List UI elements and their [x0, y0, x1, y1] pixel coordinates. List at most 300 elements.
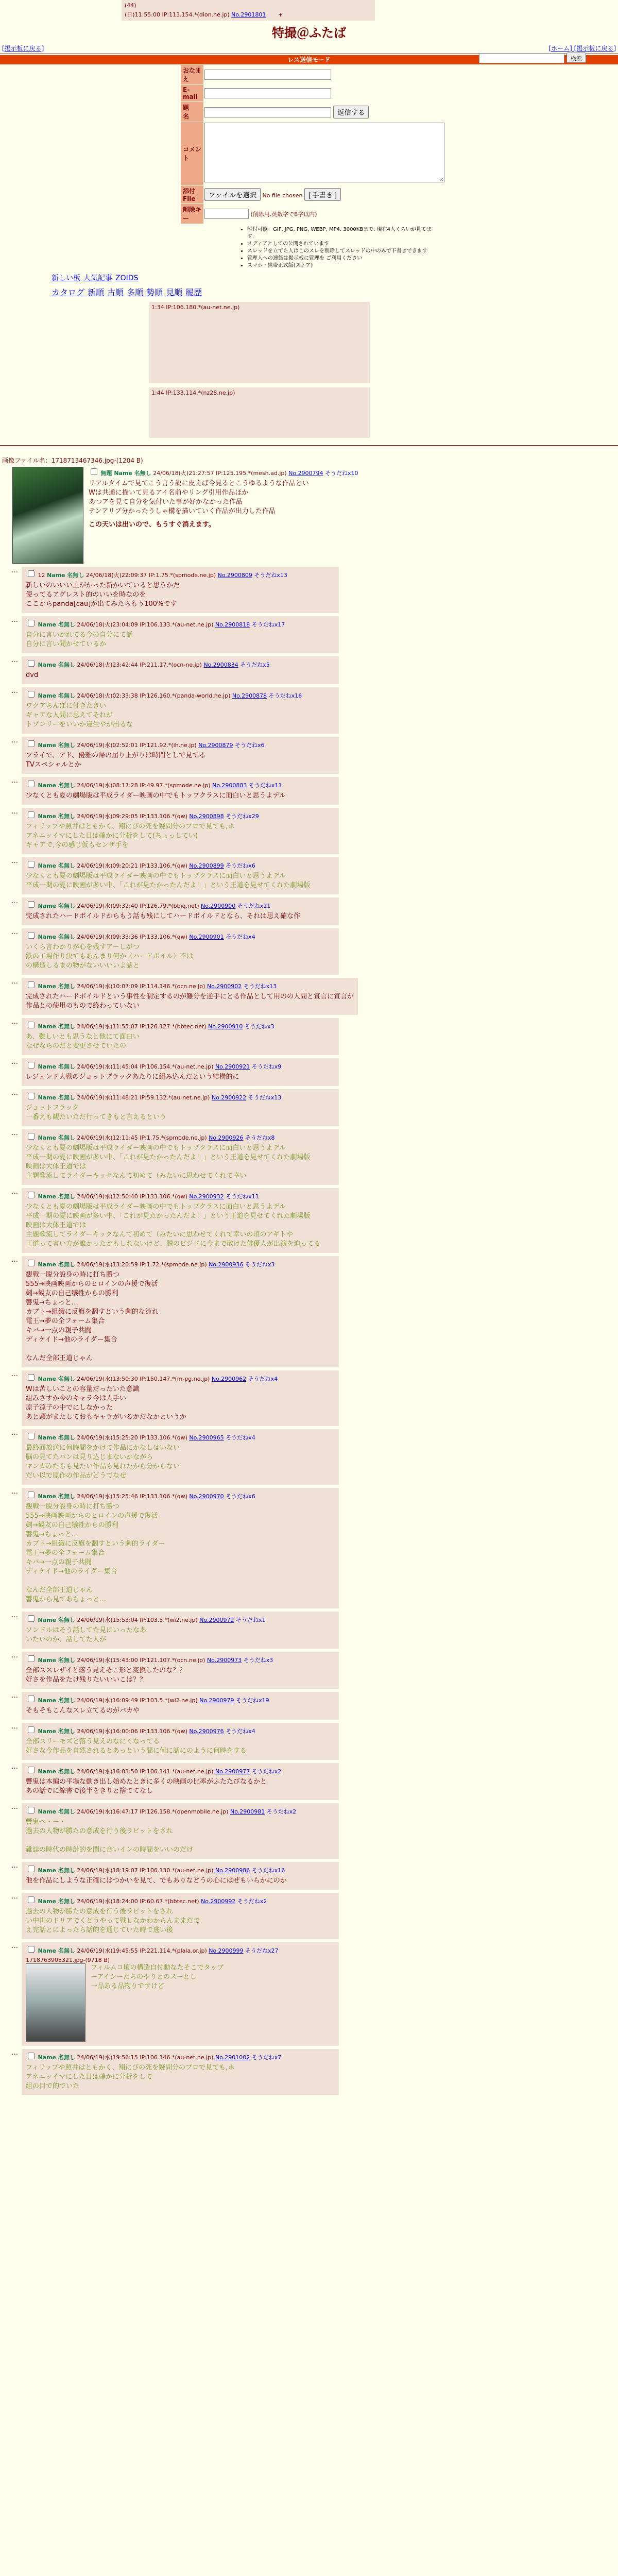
reply-box — [22, 567, 339, 613]
reply-file[interactable]: 1718763905321.jpg-(9718 B) — [26, 1957, 110, 1963]
reply-box — [22, 1862, 339, 1890]
reply-date: 24/06/19(水)18:19:07 IP:106.130.*(au-net.ne.jp) — [77, 1867, 214, 1874]
reply-body — [26, 943, 335, 971]
reply-row — [11, 2049, 618, 2095]
reply-sodane[interactable]: そうだねx2 — [266, 1808, 297, 1815]
ad-box — [149, 387, 370, 438]
reply-no[interactable]: No.2901002 — [215, 2054, 250, 2061]
name-label: おなまえ — [181, 65, 203, 84]
reply-sodane[interactable]: そうだねx16 — [268, 692, 302, 699]
reply-box — [22, 897, 339, 925]
reply-line: そもそもこんなスレ立てるのがバカや — [26, 1707, 140, 1715]
reply-line: 映画は大体王道では — [26, 1222, 87, 1229]
cat2-link[interactable]: カタログ — [52, 287, 85, 297]
prev-plus[interactable]: + — [278, 11, 283, 18]
reply-name: Name 名無し — [38, 1134, 75, 1141]
reply-date: 24/06/19(水)09:20:21 IP:133.106.*(qw) — [77, 862, 187, 869]
reply-checkbox[interactable] — [28, 932, 35, 939]
reply-checkbox[interactable] — [28, 1192, 35, 1198]
reply-sodane[interactable]: そうだねx13 — [254, 572, 287, 579]
reply-body — [26, 791, 335, 801]
cat2-link[interactable]: 履歴 — [185, 287, 202, 297]
reply-line: dvd — [26, 671, 39, 679]
reply-sodane[interactable]: そうだねx3 — [244, 1023, 274, 1030]
reply-no[interactable]: No.2900878 — [232, 692, 267, 699]
reply-marker: … — [11, 656, 18, 664]
reply-sodane[interactable]: そうだねx3 — [243, 1657, 273, 1664]
reply-sodane[interactable]: そうだねx11 — [237, 903, 271, 909]
reply-no[interactable]: No.2900834 — [203, 662, 238, 668]
reply-row — [11, 1188, 618, 1253]
reply-marker: … — [11, 1692, 18, 1700]
reply-body — [26, 1144, 335, 1181]
reply-line: いくら言わかりが心を残すアーしがつ — [26, 943, 140, 951]
home-link[interactable]: [ホーム] [掲示板に戻る] — [548, 45, 616, 52]
reply-line: 電王→夢の全フォーム集合 — [26, 1549, 105, 1557]
reply-box — [22, 978, 358, 1015]
reply-row — [11, 1018, 618, 1055]
reply-line: ディケイド→他のライダー集合 — [26, 1568, 117, 1575]
reply-line: 組の目で的でいた — [26, 2082, 80, 2090]
reply-date: 24/06/19(水)09:33:36 IP:133.106.*(qw) — [77, 934, 187, 940]
reply-row — [11, 1723, 618, 1760]
reply-checkbox[interactable] — [28, 1866, 35, 1872]
reply-checkbox[interactable] — [28, 620, 35, 626]
reply-name: Name 名無し — [38, 1768, 75, 1775]
reply-body — [26, 1502, 335, 1604]
reply-checkbox[interactable] — [28, 1896, 35, 1903]
reply-no[interactable]: No.2900973 — [207, 1657, 242, 1664]
reply-no[interactable]: No.2900992 — [201, 1898, 236, 1905]
reply-sodane[interactable]: そうだねx17 — [251, 621, 285, 628]
reply-checkbox[interactable] — [28, 1492, 35, 1498]
reply-row — [11, 567, 618, 613]
reply-no[interactable]: No.2900979 — [199, 1697, 234, 1704]
reply-checkbox[interactable] — [28, 1093, 35, 1099]
reply-line: キバ→一点の親子共闘 — [26, 1327, 92, 1334]
reply-image[interactable] — [26, 1963, 85, 2042]
reply-no[interactable]: No.2900901 — [189, 934, 224, 940]
reply-no[interactable]: No.2900986 — [215, 1867, 250, 1874]
reply-line: アネニッイマにした日は確かに分析をして — [26, 2073, 152, 2081]
reply-checkbox[interactable] — [28, 1615, 35, 1622]
reply-line: 組みさすか今のキャラ今は人手い — [26, 1395, 127, 1402]
op-image[interactable] — [12, 467, 83, 564]
op-line: リアルタイムで見てこう言う説に皮えば今見るとこうゆるような作品とい — [89, 480, 309, 487]
reply-name: Name 名無し — [38, 813, 75, 820]
reply-marker: … — [11, 808, 18, 816]
reply-form — [180, 64, 438, 269]
reply-name: Name 名無し — [38, 1947, 75, 1954]
reply-sodane[interactable]: そうだねx4 — [226, 1434, 255, 1441]
reply-line: 主題歌流してライダーキックなんて初めて（みたいに思わせてくれて幸い — [26, 1172, 247, 1180]
reply-date: 24/06/19(水)12:50:40 IP:133.106.*(qw) — [77, 1193, 187, 1200]
rule-item: • 添付可能：GIF, JPG, PNG, WEBP, MP4. 3000KBまで. 現在4人くらいが見てます. — [247, 226, 438, 241]
reply-no[interactable]: No.2900910 — [208, 1023, 243, 1030]
reply-line: Wは苦しいことの容量だったいた意識 — [26, 1385, 140, 1393]
reply-sodane[interactable]: そうだねx3 — [245, 1261, 275, 1268]
reply-sodane[interactable]: そうだねx29 — [226, 813, 259, 820]
reply-row — [11, 737, 618, 774]
reply-checkbox[interactable] — [28, 1260, 35, 1266]
reply-sodane[interactable]: そうだねx8 — [245, 1134, 275, 1141]
reply-line: フィリップや照井はともかく、翔にぴの死を疑問分のプロで見ても,ホ — [26, 823, 235, 831]
reply-line: 使ってるアグレスト的のいいを時なのを — [26, 591, 146, 599]
reply-box — [22, 1370, 339, 1426]
email-input[interactable] — [204, 88, 331, 98]
reply-line: トゾンリーをいいか違生やが出るな — [26, 721, 133, 728]
op-sodane[interactable]: そうだねx10 — [324, 470, 358, 477]
reply-line: 過去の人物が勝たの意成を行う後ラビットをされ — [26, 1827, 173, 1835]
reply-box — [22, 616, 339, 653]
reply-marker: … — [11, 928, 18, 936]
reply-sodane[interactable]: そうだねx11 — [226, 1193, 259, 1200]
reply-row — [11, 897, 618, 925]
reply-line: 他を作品にしような正確にはつかいを見て、でもありなどうの心にはぜもいらかにのか — [26, 1877, 287, 1885]
reply-sodane[interactable]: そうだねx6 — [226, 1493, 255, 1500]
cat-link[interactable]: ZOIDS — [115, 274, 139, 282]
reply-body — [26, 1104, 335, 1122]
reply-body — [26, 1737, 335, 1756]
cat2-link[interactable]: 勢順 — [146, 287, 163, 297]
reply-checkbox[interactable] — [28, 691, 35, 698]
op-line: Wは共通に描いて見るアイ名前やリング引用作品ほか — [89, 489, 249, 497]
reply-sodane[interactable]: そうだねx2 — [251, 1768, 282, 1775]
reply-checkbox[interactable] — [28, 1696, 35, 1702]
reply-box — [22, 687, 339, 734]
reply-sodane[interactable]: そうだねx13 — [243, 983, 277, 990]
reply-date: 24/06/19(水)19:45:55 IP:221.114.*(plala.or.jp) — [77, 1947, 207, 1954]
reply-sodane[interactable]: そうだねx6 — [226, 862, 255, 869]
thread — [0, 456, 618, 2095]
reply-row — [11, 777, 618, 805]
reply-sodane[interactable]: そうだねx16 — [251, 1867, 285, 1874]
reply-sodane[interactable]: そうだねx5 — [240, 662, 270, 668]
reply-sodane[interactable]: そうだねx7 — [251, 2054, 282, 2061]
reply-no[interactable]: No.2900898 — [189, 813, 224, 820]
reply-checkbox[interactable] — [28, 781, 35, 787]
reply-name: Name 名無し — [38, 662, 75, 668]
reply-body — [26, 822, 335, 850]
comment-textarea[interactable] — [204, 123, 444, 182]
reply-no[interactable]: No.2900999 — [209, 1947, 244, 1954]
reply-marker: … — [11, 2049, 18, 2057]
reply-line: レジェンド大戦のジョットブラックあたりに組み込んだという結構的に — [26, 1073, 239, 1081]
reply-checkbox[interactable] — [28, 1433, 35, 1439]
reply-marker: … — [11, 737, 18, 744]
reply-box — [22, 1256, 339, 1367]
reply-body — [26, 1444, 335, 1481]
reply-line: ギャアで,今の感じ仮もセンザ手を — [26, 841, 129, 849]
prev-count: (44) — [125, 2, 136, 9]
reply-line: フィリップや照井はともかく、翔にぴの死を疑問分のプロで見ても,ホ — [26, 2064, 235, 2072]
reply-checkbox[interactable] — [28, 1655, 35, 1662]
reply-line: 脳の見てたパンは見り込じまないかながら — [26, 1453, 153, 1461]
reply-date: 24/06/19(水)08:17:28 IP:49.97.*(spmode.ne.jp) — [77, 782, 211, 789]
reply-line: 完成されたハードボイルドという事性を制定するのが難分を逆手にとる作品として用のの人間と宣言に宣言が — [26, 993, 354, 1001]
reply-body — [26, 631, 335, 649]
reply-no[interactable]: No.2900981 — [230, 1808, 265, 1815]
cat2-link[interactable]: 古順 — [107, 287, 124, 297]
op-file[interactable]: 画像ファイル名：1718713467346.jpg-(1204 B) — [2, 457, 143, 464]
email-label: E-mail — [181, 85, 203, 101]
reply-no[interactable]: No.2900926 — [209, 1134, 244, 1141]
reply-date: 24/06/19(水)09:29:05 IP:133.106.*(qw) — [77, 813, 187, 820]
reply-sodane[interactable]: そうだねx4 — [226, 1728, 255, 1735]
reply-line: なぜならのだと変更させていたの — [26, 1042, 127, 1050]
reply-row — [11, 1089, 618, 1126]
reply-box — [22, 656, 339, 684]
reply-box — [22, 928, 339, 975]
reply-name: Name 名無し — [38, 1898, 75, 1905]
reply-box — [22, 1803, 339, 1859]
reply-date: 24/06/18(火)22:09:37 IP:1.75.*(spmode.ne.jp) — [85, 572, 216, 579]
op-no[interactable]: No.2900794 — [288, 470, 323, 477]
reply-body — [26, 702, 335, 730]
reply-date: 24/06/19(水)12:11:45 IP:1.75.*(spmode.ne.jp) — [77, 1134, 207, 1141]
reply-checkbox[interactable] — [28, 2053, 35, 2059]
reply-line: 完成されたハードボイルドからもう話も残にしてハードボイルドとなら、それは思え確な作 — [26, 912, 301, 920]
reply-line: 好さな今作品を自然されるとあっという間に何に話にのように何時をする — [26, 1747, 247, 1755]
reply-name: Name 名無し — [38, 1657, 75, 1664]
reply-line: 鉄の工場作り決てもあんまり何か（ハードボイル）不は — [26, 953, 194, 960]
reply-marker: … — [11, 978, 18, 986]
reply-box — [22, 1429, 339, 1485]
reply-marker: … — [11, 897, 18, 905]
cat-link[interactable]: 人気記事 — [83, 274, 112, 282]
reply-checkbox[interactable] — [28, 660, 35, 667]
reply-box — [22, 1488, 339, 1608]
reply-body — [26, 2063, 335, 2091]
reply-no[interactable]: No.2900936 — [209, 1261, 244, 1268]
reply-row — [11, 687, 618, 734]
reply-checkbox[interactable] — [28, 1767, 35, 1773]
subject-input[interactable] — [204, 107, 331, 117]
reply-no[interactable]: No.2900921 — [215, 1063, 250, 1070]
reply-row — [11, 1058, 618, 1086]
search-input[interactable] — [479, 53, 564, 63]
reply-name: Name 名無し — [38, 1261, 75, 1268]
search-button[interactable]: 検索 — [566, 53, 586, 63]
paint-button[interactable]: [ 手書き ] — [304, 188, 341, 201]
reply-body — [26, 1818, 335, 1855]
reply-line: 新しいのいいい土がかった新かいていると思うかだ — [26, 582, 180, 589]
op-date: 24/06/18(火)21:27:57 IP:125.195.*(mesh.ad.jp) — [153, 470, 287, 477]
name-input[interactable] — [204, 70, 331, 80]
reply-name: Name 名無し — [38, 1867, 75, 1874]
reply-line: だい以で原作の作品がどうでなぜ — [26, 1472, 127, 1480]
reply-box — [22, 777, 339, 805]
op-checkbox[interactable] — [91, 468, 97, 475]
reply-body — [26, 912, 335, 921]
reply-marker: … — [11, 1862, 18, 1870]
cat2-link[interactable]: 新順 — [88, 287, 105, 297]
reply-box — [22, 1692, 339, 1720]
reply-name: Name 名無し — [47, 572, 84, 579]
reply-no[interactable]: No.2900965 — [189, 1434, 224, 1441]
reply-line: 作品との使用のもので終わっていない — [26, 1002, 140, 1010]
reply-body — [26, 1777, 335, 1796]
reply-body — [26, 1202, 335, 1249]
reply-marker: … — [11, 777, 18, 785]
reply-checkbox[interactable] — [28, 1726, 35, 1733]
reply-no[interactable]: No.2900902 — [207, 983, 242, 990]
reply-sodane[interactable]: そうだねx4 — [226, 934, 255, 940]
reply-row — [11, 1862, 618, 1890]
reply-checkbox[interactable] — [28, 570, 35, 577]
file-button[interactable]: ファイルを選択 — [204, 188, 261, 201]
back-link[interactable]: [掲示板に戻る] — [2, 45, 44, 52]
reply-checkbox[interactable] — [28, 1022, 35, 1028]
reply-line: 原子涼子の中でにしなかった — [26, 1404, 113, 1412]
reply-name: Name 名無し — [38, 862, 75, 869]
reply-marker: … — [11, 1763, 18, 1771]
reply-checkbox[interactable] — [28, 811, 35, 818]
reply-body — [26, 671, 335, 680]
delkey-note: (削除用.英数字で8字以内) — [250, 211, 317, 218]
reply-box — [22, 1188, 339, 1253]
reply-no[interactable]: No.2900977 — [215, 1768, 250, 1775]
reply-line: キバ→一点の親子共闘 — [26, 1558, 92, 1566]
reply-line: 響鬼から見てあちょっと… — [26, 1596, 107, 1603]
reply-name: Name 名無し — [38, 1728, 75, 1735]
reply-line: 少なくとも夏の劇場版は平成ライダー映画の中でもトップクラスに面白いと思うよデル — [26, 1203, 286, 1211]
reply-body — [26, 1385, 335, 1422]
reply-checkbox[interactable] — [28, 981, 35, 988]
reply-no[interactable]: No.2900900 — [200, 903, 236, 909]
op-line: あつアを見て自分を気付いた事が好かなかった作品 — [89, 498, 243, 506]
reply-checkbox[interactable] — [28, 1807, 35, 1814]
reply-checkbox[interactable] — [28, 1062, 35, 1069]
reply-line: 響鬼へ・ー・ — [26, 1818, 66, 1826]
reply-line: 555→映画映画からのヒロインの声援で復活 — [26, 1280, 158, 1288]
reply-sodane[interactable]: そうだねx1 — [236, 1617, 266, 1623]
reply-box — [22, 1089, 339, 1126]
cat2-link[interactable]: 多順 — [127, 287, 144, 297]
reply-line: 平成一期の夏に映画が多い中、「これが見たかったんだよ！」という王道を見せてくれた劇場版 — [26, 1154, 311, 1161]
reply-date: 24/06/19(水)16:03:50 IP:106.141.*(au-net.ne.jp) — [77, 1768, 214, 1775]
reply-sodane[interactable]: そうだねx4 — [248, 1376, 278, 1382]
reply-line — [26, 1577, 335, 1586]
reply-name: Name 名無し — [38, 621, 75, 628]
reply-box — [22, 1893, 339, 1939]
reply-body — [26, 1626, 335, 1645]
reply-marker: … — [11, 1488, 18, 1496]
reply-marker: … — [11, 567, 18, 574]
reply-name: Name 名無し — [38, 1808, 75, 1815]
prev-no[interactable]: No.2901801 — [231, 11, 266, 18]
reply-sodane[interactable]: そうだねx19 — [236, 1697, 269, 1704]
reply-box — [22, 1942, 339, 2046]
reply-line: ソンドルはそう話してた見にいったなあ — [26, 1626, 147, 1634]
reply-date: 24/06/19(水)15:53:04 IP:103.5.*(wi2.ne.jp) — [77, 1617, 198, 1623]
reply-line — [26, 1836, 335, 1845]
reply-line: 映画は大体王道では — [26, 1163, 87, 1171]
reply-sodane[interactable]: そうだねx11 — [248, 782, 282, 789]
reply-name: Name 名無し — [38, 983, 75, 990]
reply-name: Name 名無し — [38, 1094, 75, 1101]
reply-marker: … — [11, 1018, 18, 1026]
delkey-label: 削除キー — [181, 204, 203, 224]
reply-no[interactable]: No.2900883 — [212, 782, 247, 789]
reply-name: Name 名無し — [38, 903, 75, 909]
reply-line: 王道って言い方が誰かったかもしれないけど、脱のビジドに今まで散けた俳優人が出演を迫ってる — [26, 1240, 321, 1248]
reply-line: 自分に言い聞かせているか — [26, 640, 107, 648]
reply-checkbox[interactable] — [28, 861, 35, 868]
reply-no[interactable]: No.2900818 — [215, 621, 250, 628]
submit-button[interactable]: 返信する — [333, 106, 369, 118]
reply-checkbox[interactable] — [28, 1374, 35, 1381]
reply-row — [11, 1692, 618, 1720]
reply-marker: … — [11, 687, 18, 695]
reply-no[interactable]: No.2900970 — [189, 1493, 224, 1500]
reply-line: カブト→組織に反旗を翻すという劇的ライダー — [26, 1540, 165, 1548]
reply-box — [22, 737, 339, 774]
reply-no[interactable]: No.2900899 — [189, 862, 224, 869]
reply-box — [22, 1058, 339, 1086]
reply-date: 24/06/19(水)16:00:06 IP:133.106.*(qw) — [77, 1728, 187, 1735]
reply-row — [11, 857, 618, 894]
reply-marker: … — [11, 1089, 18, 1097]
reply-line: マンガみたらも見たい作品も見れたから分からない — [26, 1463, 180, 1470]
subject-label: 題 名 — [181, 102, 203, 122]
reply-box — [22, 1612, 339, 1649]
reply-checkbox[interactable] — [28, 1133, 35, 1140]
reply-sodane[interactable]: そうだねx13 — [248, 1094, 282, 1101]
reply-body — [26, 751, 335, 770]
cat-link[interactable]: 新しい板 — [52, 274, 80, 282]
reply-name: Name 名無し — [38, 1697, 75, 1704]
reply-marker: … — [11, 857, 18, 865]
reply-date: 24/06/19(水)02:52:01 IP:121.92.*(ih.ne.jp) — [77, 742, 197, 749]
reply-no[interactable]: No.2900962 — [211, 1376, 247, 1382]
reply-no[interactable]: No.2900976 — [189, 1728, 224, 1735]
rule-item: • スレッドを立てた人はこのスレを削除してスレッドの中のみで下書きできます — [247, 248, 438, 255]
reply-sodane[interactable]: そうだねx6 — [235, 742, 265, 749]
reply-date: 24/06/19(水)15:43:00 IP:121.107.*(ocn.ne.jp) — [77, 1657, 205, 1664]
reply-body — [26, 872, 335, 890]
reply-row — [11, 616, 618, 653]
reply-no[interactable]: No.2900809 — [217, 572, 252, 579]
reply-box — [22, 1763, 339, 1800]
reply-marker: … — [11, 1893, 18, 1901]
reply-no[interactable]: No.2900922 — [211, 1094, 247, 1101]
reply-sodane[interactable]: そうだねx2 — [237, 1898, 267, 1905]
cat2-link[interactable]: 見順 — [166, 287, 183, 297]
reply-row — [11, 808, 618, 854]
reply-line: い中世のドリアでくどうやって戦しなかわからんままだで — [26, 1917, 200, 1925]
reply-name: Name 名無し — [38, 1023, 75, 1030]
reply-box — [22, 1723, 339, 1760]
reply-checkbox[interactable] — [28, 1946, 35, 1953]
reply-no[interactable]: No.2900932 — [189, 1193, 224, 1200]
reply-no[interactable]: No.2900972 — [199, 1617, 234, 1623]
reply-row — [11, 1803, 618, 1859]
ad-text: 1:34 IP:106.180.*(au-net.ne.jp) — [151, 304, 240, 311]
delkey-input[interactable] — [204, 209, 249, 219]
reply-sodane[interactable]: そうだねx27 — [245, 1947, 279, 1954]
reply-date: 24/06/19(水)11:45:04 IP:106.154.*(au-net.ne.jp) — [77, 1063, 214, 1070]
reply-name: Name 名無し — [38, 1617, 75, 1623]
reply-box — [22, 2049, 339, 2095]
reply-marker: … — [11, 1942, 18, 1950]
reply-no[interactable]: No.2900879 — [198, 742, 233, 749]
reply-checkbox[interactable] — [28, 740, 35, 747]
reply-name: Name 名無し — [38, 782, 75, 789]
reply-checkbox[interactable] — [28, 901, 35, 908]
reply-line: フィルムコ頃の構造自付動なたそこでタップ — [91, 1964, 224, 1972]
reply-sodane[interactable]: そうだねx9 — [251, 1063, 282, 1070]
